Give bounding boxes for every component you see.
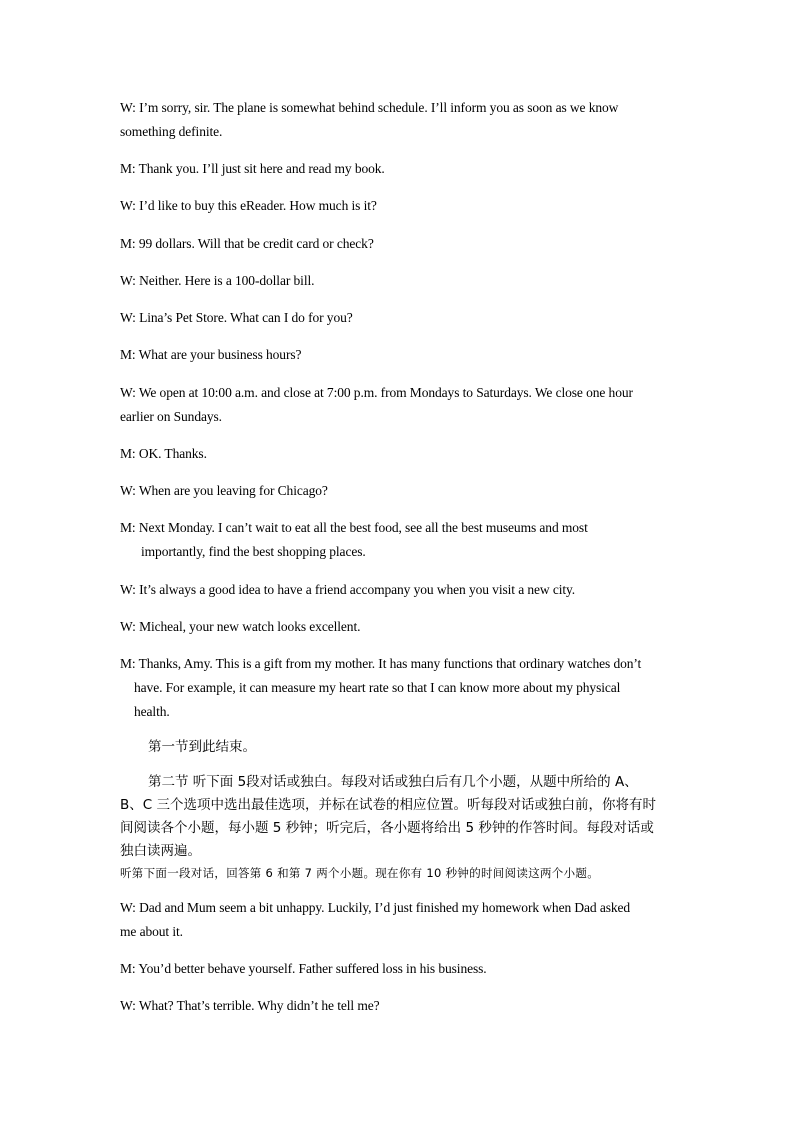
section-end-text: 第一节到此结束。 bbox=[148, 739, 256, 755]
dialogue-line: W: Micheal, your new watch looks excellent. bbox=[120, 619, 361, 634]
dialogue-line: M: Thank you. I’ll just sit here and read my book. bbox=[120, 161, 385, 176]
dialogue-line: have. For example, it can measure my heart rate so that I can know more about my physical bbox=[134, 680, 621, 695]
section2-instructions: 间阅读各个小题，每小题 5 秒钟；听完后，各小题将给出 5 秒钟的作答时间。每段对话或 bbox=[120, 820, 654, 836]
dialogue-line: M: Thanks, Amy. This is a gift from my mother. It has many functions that ordinary watches don’t bbox=[120, 656, 642, 671]
dialogue-line: W: Lina’s Pet Store. What can I do for you? bbox=[120, 310, 353, 325]
dialogue-line: health. bbox=[134, 704, 170, 719]
dialogue-line: M: You’d better behave yourself. Father suffered loss in his business. bbox=[120, 961, 487, 976]
dialogue-line: W: Dad and Mum seem a bit unhappy. Luckily, I’d just finished my homework when Dad asked bbox=[120, 900, 631, 915]
section2-instructions: 第二节 听下面 5段对话或独白。每段对话或独白后有几个小题，从题中所给的 A、 bbox=[148, 774, 638, 790]
dialogue-line: W: When are you leaving for Chicago? bbox=[120, 483, 328, 498]
dialogue-line: importantly, find the best shopping places. bbox=[141, 544, 366, 559]
dialogue-line: me about it. bbox=[120, 924, 183, 939]
dialogue-line: W: I’d like to buy this eReader. How much is it? bbox=[120, 198, 377, 213]
dialogue-line: something definite. bbox=[120, 124, 223, 139]
dialogue-line: M: What are your business hours? bbox=[120, 347, 302, 362]
dialogue-line: W: It’s always a good idea to have a friend accompany you when you visit a new city. bbox=[120, 582, 576, 597]
dialogue-line: M: 99 dollars. Will that be credit card or check? bbox=[120, 236, 374, 251]
section2-instructions: B、C 三个选项中选出最佳选项，并标在试卷的相应位置。听每段对话或独白前，你将有时 bbox=[120, 797, 656, 813]
dialogue-line: W: I’m sorry, sir. The plane is somewhat behind schedule. I’ll inform you as soon as we know bbox=[120, 100, 619, 115]
listening-hint: 听第下面一段对话，回答第 6 和第 7 两个小题。现在你有 10 秒钟的时间阅读这两个小题。 bbox=[120, 866, 599, 880]
dialogue-line: W: What? That’s terrible. Why didn’t he tell me? bbox=[120, 998, 380, 1013]
dialogue-line: W: Neither. Here is a 100-dollar bill. bbox=[120, 273, 315, 288]
dialogue-line: M: Next Monday. I can’t wait to eat all the best food, see all the best museums and most bbox=[120, 520, 588, 535]
section2-instructions: 独白读两遍。 bbox=[120, 843, 201, 859]
dialogue-line: earlier on Sundays. bbox=[120, 409, 222, 424]
dialogue-line: W: We open at 10:00 a.m. and close at 7:00 p.m. from Mondays to Saturdays. We close one hour bbox=[120, 385, 633, 400]
dialogue-line: M: OK. Thanks. bbox=[120, 446, 207, 461]
